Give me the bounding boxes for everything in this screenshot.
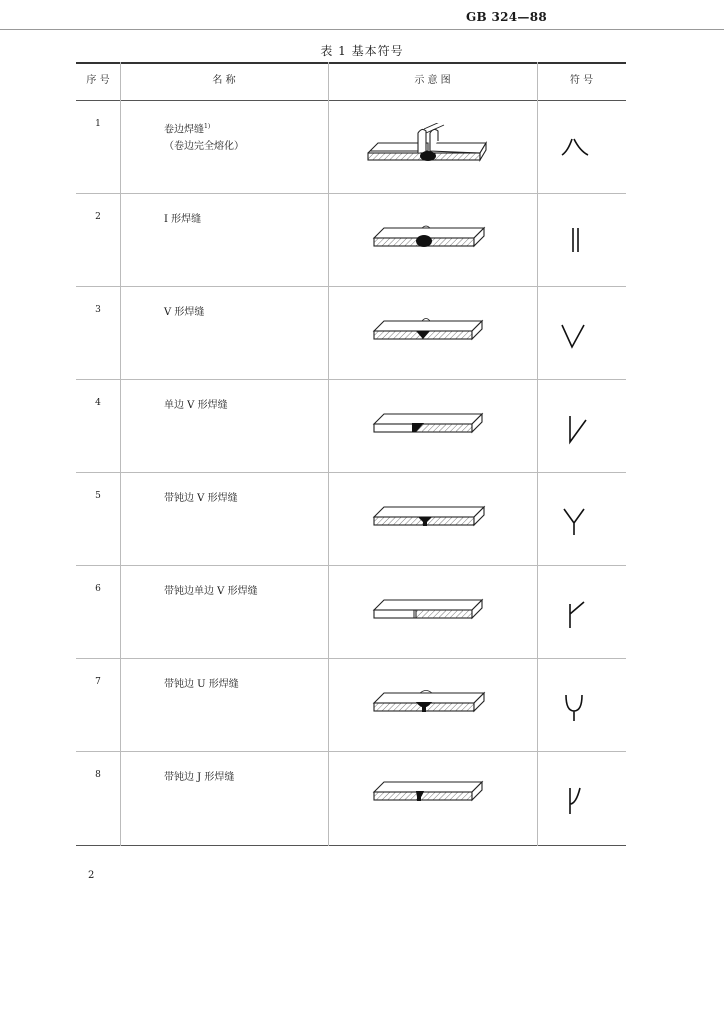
table-title: 表 1 基本符号 [320,44,404,58]
single-bevel-root-face-symbol-icon [556,590,604,638]
footnote-marker: 1) [204,123,211,130]
table-row [76,473,626,566]
page-number: 2 [88,870,95,881]
basic-symbols-table [76,62,626,846]
row-number: 3 [95,305,101,315]
row-name-text: 单边 V 形焊缝 [164,400,228,411]
v-with-root-face-diagram-icon [364,503,494,555]
v-weld-symbol-icon [556,311,604,359]
header-diagram: 示 意 图 [414,75,451,86]
document-code: GB 324—88 [466,10,548,24]
j-with-root-face-diagram-icon [364,778,494,830]
row-number: 6 [95,584,101,594]
flange-weld-symbol-icon [556,125,604,173]
single-bevel-root-face-diagram-icon [364,596,494,648]
table-row [76,287,626,380]
v-weld-diagram-icon [364,317,494,369]
row-name [164,583,258,600]
table-row [76,194,626,287]
row-name [164,118,244,155]
v-with-root-face-symbol-icon [556,497,604,545]
row-name-text: 带钝边 V 形焊缝 [164,493,238,504]
row-name [164,397,228,414]
row-name [164,304,204,321]
row-name [164,490,238,507]
i-weld-symbol-icon [556,218,604,266]
single-bevel-v-diagram-icon [364,410,494,462]
row-name [164,211,201,228]
header-name: 名 称 [212,75,236,86]
row-name-text: I 形焊缝 [164,214,202,225]
row-number: 7 [95,677,101,687]
row-name-text: 带钝边单边 V 形焊缝 [164,586,258,597]
row-name-text: 带钝边 U 形焊缝 [164,679,239,690]
header-symbol: 符 号 [569,75,594,86]
single-bevel-v-symbol-icon [556,404,604,452]
row-name [164,676,239,693]
row-name-note: （卷边完全熔化） [164,141,244,153]
row-name [164,769,234,786]
row-number: 2 [95,212,101,222]
row-name-text: V 形焊缝 [164,307,205,318]
table-row [76,752,626,845]
row-number: 4 [95,398,101,408]
table-row [76,566,626,659]
u-with-root-face-diagram-icon [364,689,494,741]
i-weld-diagram-icon [364,224,494,276]
header-rule [0,29,724,30]
j-with-root-face-symbol-icon [556,776,604,824]
table-bottom-rule [76,845,626,846]
row-name-text: 卷边焊缝 [164,124,204,136]
table-row [76,380,626,473]
flange-weld-diagram-icon [364,123,494,175]
table-row [76,659,626,752]
header-no: 序 号 [86,75,110,86]
row-number: 1 [95,119,101,129]
row-number: 5 [95,491,101,501]
table-row [76,101,626,194]
row-name-text: 带钝边 J 形焊缝 [164,772,235,783]
u-with-root-face-symbol-icon [556,683,604,731]
row-number: 8 [95,770,101,780]
